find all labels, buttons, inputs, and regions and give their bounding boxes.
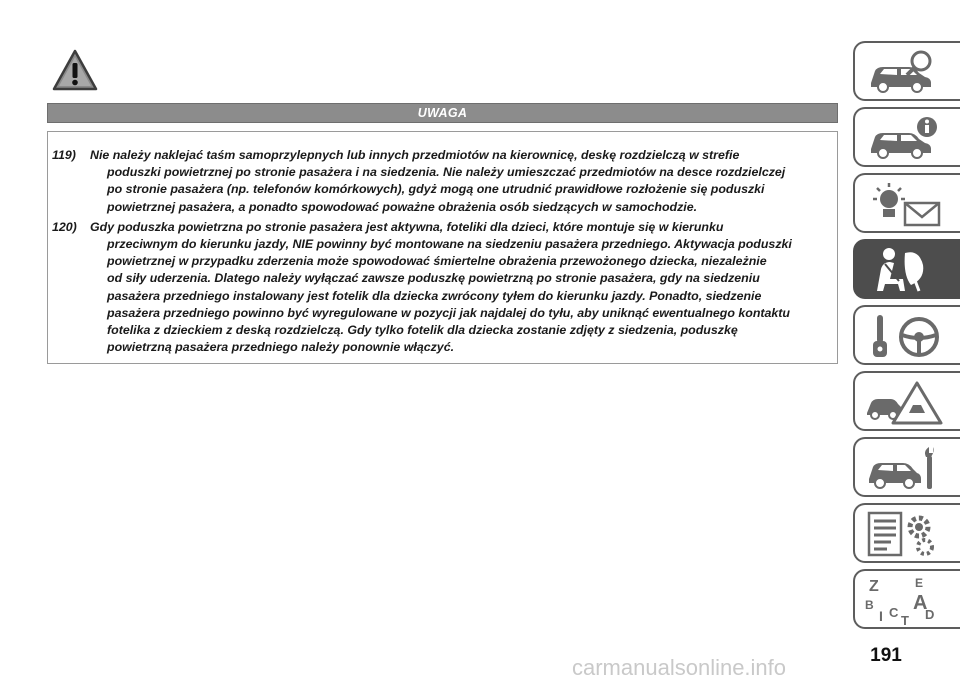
index-letter: A [913,592,928,614]
tab-index[interactable] [853,569,960,629]
tab-maintenance[interactable] [853,437,960,497]
car-search-icon [863,47,947,97]
tab-warning-lights[interactable] [853,173,960,233]
warning-note-119 [52,147,827,216]
warning-triangle-icon [52,48,98,92]
index-letter: I [879,608,883,624]
alphabetical-index-icon [863,575,947,625]
warning-box [47,131,838,364]
car-info-icon [863,113,947,163]
index-letter: E [915,576,924,590]
tab-emergency[interactable] [853,371,960,431]
note-line: Gdy poduszka powietrzna po stronie pasażera jest aktywna, foteliki dla dzieci, które montuje się w kierunku [90,219,724,234]
note-line: po stronie pasażera (np. telefonów komórkowych), gdyż mogą one utrudnić prawidłowe rozłożenie się poduszki [107,182,765,197]
warning-light-message-icon [863,179,947,229]
road-hazard-triangle-icon [863,377,947,427]
note-line: przeciwnym do kierunku jazdy, NIE powinny być montowane na siedzeniu pasażera przedniego. Aktywacja poduszki [107,237,792,252]
note-line: powietrznej w przypadku zderzenia może spowodować śmiertelne obrażenia przewożonego dziecka, niezależnie [107,254,767,269]
note-text [90,147,827,216]
warning-header-title: UWAGA [417,106,468,120]
note-line: pasażera przedniego powinno być wyregulowane w pozycji jak najdalej do tyłu, aby uniknąć ewentualnego kontaktu [107,305,791,320]
tab-starting-driving[interactable] [853,305,960,365]
tab-technical-data[interactable] [853,503,960,563]
note-line: Nie należy naklejać taśm samoprzylepnych lub innych przedmiotów na kierownicę, deskę rozdzielczą w strefie [90,148,740,162]
tab-car-info[interactable] [853,107,960,167]
note-text [90,219,827,357]
page-number: 191 [870,645,902,666]
index-letter: T [901,613,909,625]
airbag-seat-safety-icon [863,245,947,295]
index-letter: C [889,605,899,620]
note-line: od siły uderzenia. Dlatego należy wyłączać zawsze poduszkę powietrzną po stronie pasażera, gdy na siedzeniu [107,271,760,286]
car-wrench-icon [863,443,947,493]
tab-knowing-car[interactable] [853,41,960,101]
note-line: pasażera przedniego instalowany jest fotelik dla dziecka zwrócony tyłem do kierunku jazdy. Ponadto, siedzenie [107,288,762,303]
note-number: 120) [52,219,77,234]
note-line: fotelika z dzieckiem z deską rozdzielczą. Gdy tylko fotelik dla dziecka zostanie zdjęty z siedzenia, poduszkę [107,323,738,338]
note-line: powietrzną pasażera przedniego należy ponownie włączyć. [107,340,455,355]
index-letter: D [925,607,935,622]
watermark-text: carmanualsonline.info [572,655,787,680]
key-steering-wheel-icon [863,311,947,361]
note-line: powietrznej pasażera, a ponadto spowodować poważne obrażenia osób siedzących w samochodzie. [107,199,698,214]
specs-gear-icon [863,509,947,559]
tab-safety[interactable] [853,239,960,299]
warning-header-bar [47,103,838,123]
note-number: 119) [52,148,76,162]
warning-note-120 [52,219,827,357]
index-letter: B [865,598,874,612]
note-line: poduszki powietrznej po stronie pasażera i na siedzenia. Nie należy umieszczać przedmiotów na desce rozdzielczej [107,165,786,180]
index-letter: Z [869,578,879,595]
